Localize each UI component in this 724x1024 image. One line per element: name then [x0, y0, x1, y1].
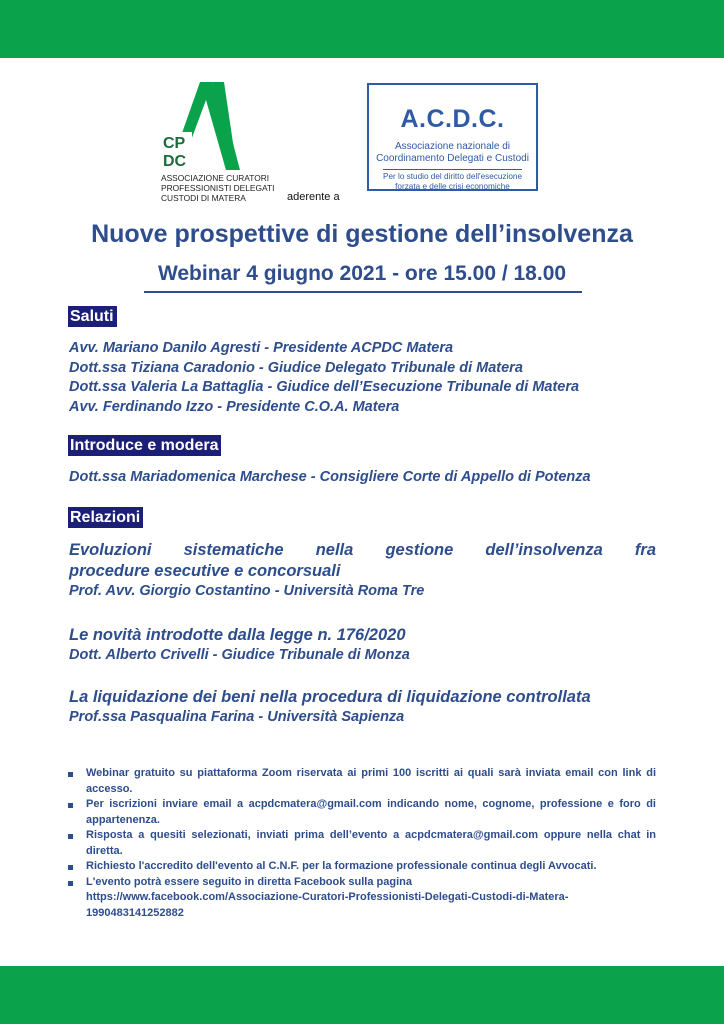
saluti-line-2: Dott.ssa Tiziana Caradonio - Giudice Delegato Tribunale di Matera: [69, 359, 523, 376]
bullet-icon: [68, 865, 73, 870]
bullet-icon: [68, 881, 73, 886]
saluti-line-1: Avv. Mariano Danilo Agresti - Presidente ACPDC Matera: [69, 340, 454, 356]
introduce-line: Dott.ssa Mariadomenica Marchese - Consigliere Corte di Appello di Potenza: [69, 469, 591, 485]
aderente-label: aderente a: [287, 191, 340, 203]
saluti-line-4: Avv. Ferdinando Izzo - Presidente C.O.A. Matera: [69, 398, 400, 415]
talk-2-speaker: Dott. Alberto Crivelli - Giudice Tribunale di Monza: [69, 647, 410, 663]
bullet-icon: [68, 803, 73, 808]
note-item: [68, 766, 656, 797]
section-heading-introduce: Introduce e modera: [68, 435, 221, 456]
note-text-3: Risposta a quesiti selezionati, inviati prima dell’evento a acpdcmatera@gmail.com oppure nella chat in diretta.: [86, 829, 656, 857]
talk-1-speaker: Prof. Avv. Giorgio Costantino - Università Roma Tre: [69, 583, 425, 599]
acdc-subtitle: [369, 141, 536, 165]
talk-3-title: La liquidazione dei beni nella procedura di liquidazione controllata: [69, 688, 591, 706]
bullet-icon: [68, 772, 73, 777]
page-title: Nuove prospettive di gestione dell’insolvenza: [91, 220, 633, 248]
section-heading-relazioni: Relazioni: [68, 507, 143, 528]
acpdc-line-1: ASSOCIAZIONE CURATORI: [161, 173, 270, 183]
facebook-link-id[interactable]: 1990483141252882: [86, 906, 184, 919]
talk-2-title: Le novità introdotte dalla legge n. 176/2020: [69, 626, 406, 644]
svg-text:CP: CP: [163, 135, 186, 152]
acpdc-line-3: CUSTODI DI MATERA: [161, 193, 246, 203]
note-item: [68, 828, 656, 859]
saluti-list: [69, 339, 579, 417]
bottom-green-band: [0, 966, 724, 1024]
talk-2: [69, 625, 410, 665]
acdc-footer-2: forzata e delle crisi economiche: [395, 181, 510, 191]
acdc-title: A.C.D.C.: [400, 105, 505, 133]
note-text-5: L'evento potrà essere seguito in diretta Facebook sulla pagina: [86, 875, 412, 888]
talk-1-title-line-2: procedure esecutive e concorsuali: [69, 562, 341, 580]
acdc-footer: [369, 172, 536, 191]
top-green-band: [0, 0, 724, 58]
talk-1: [69, 540, 656, 601]
note-item: [68, 859, 656, 875]
bullet-icon: [68, 834, 73, 839]
facebook-link[interactable]: https://www.facebook.com/Associazione-Curatori-Professionisti-Delegati-Custodi-di-Matera-: [86, 891, 569, 903]
webinar-underline: [144, 291, 582, 293]
note-item: [68, 797, 656, 828]
acdc-footer-1: Per lo studio del diritto dell'esecuzione: [382, 172, 522, 181]
note-text-1: Webinar gratuito su piattaforma Zoom riservata ai primi 100 iscritti ai quali sarà inviata email con link di accesso.: [86, 767, 656, 795]
talk-1-title-line-1: Evoluzioni sistematiche nella gestione dell’insolvenza fra: [69, 541, 656, 559]
webinar-date: Webinar 4 giugno 2021 - ore 15.00 / 18.00: [157, 262, 567, 285]
note-text-4: Richiesto l'accredito dell'evento al C.N.F. per la formazione professionale continua degli Avvocati.: [86, 860, 597, 872]
acdc-logo: [367, 83, 538, 191]
note-item: [68, 875, 656, 922]
talk-3: [69, 687, 591, 727]
talk-3-speaker: Prof.ssa Pasqualina Farina - Università Sapienza: [69, 709, 405, 725]
acdc-divider: [383, 169, 522, 170]
svg-text:DC: DC: [163, 153, 187, 170]
acpdc-logo-text: [161, 173, 274, 203]
acdc-subtitle-2: Coordinamento Delegati e Custodi: [376, 153, 529, 164]
section-heading-saluti: Saluti: [68, 306, 117, 327]
acdc-subtitle-1: Associazione nazionale di: [394, 141, 511, 152]
acpdc-line-2: PROFESSIONISTI DELEGATI: [161, 183, 275, 193]
note-text-2: Per iscrizioni inviare email a acpdcmatera@gmail.com indicando nome, cognome, professione e foro di appartenenza.: [86, 798, 656, 826]
saluti-line-3: Dott.ssa Valeria La Battaglia - Giudice dell’Esecuzione Tribunale di Matera: [69, 379, 580, 395]
introduce-list: [69, 468, 591, 488]
info-notes-list: [68, 766, 656, 921]
